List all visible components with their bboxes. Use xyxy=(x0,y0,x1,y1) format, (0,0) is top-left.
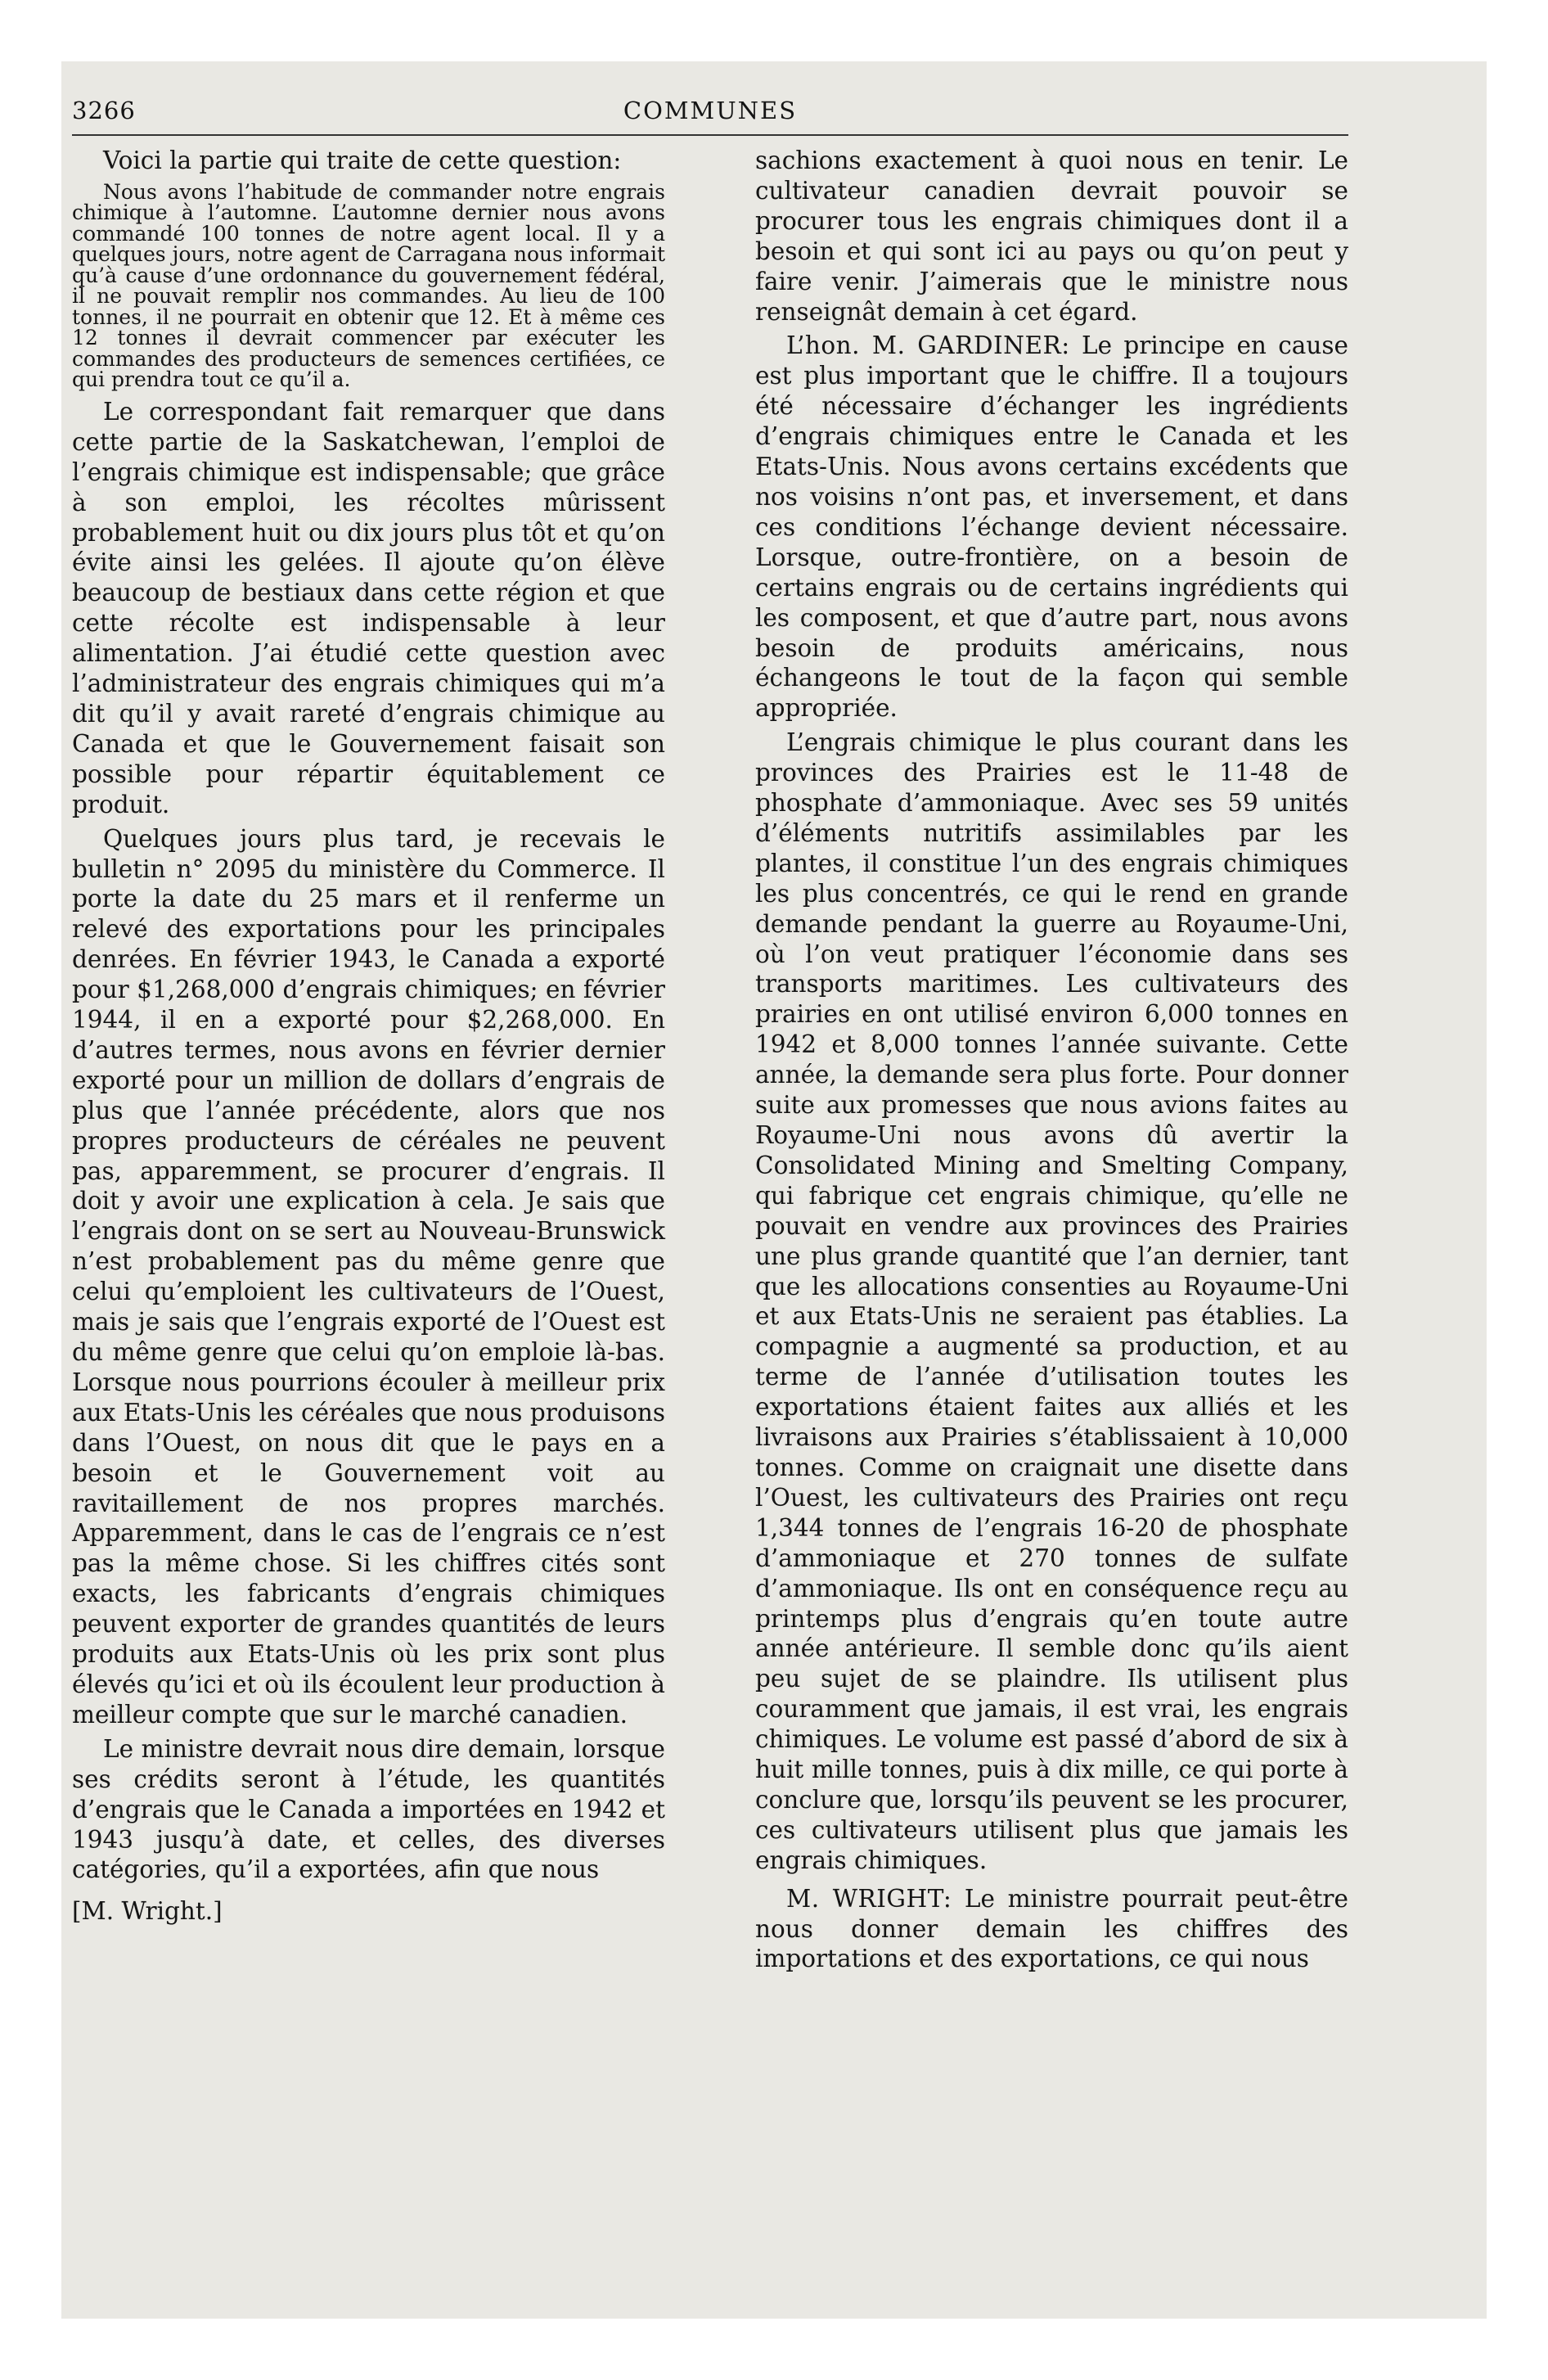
page-number: 3266 xyxy=(72,97,136,124)
speech-text: Le ministre pourrait peut-être nous donner demain les chiffres des importations et des exportations, ce qui nous xyxy=(755,1884,1348,1973)
header-rule xyxy=(72,134,1348,136)
right-column xyxy=(755,146,1348,1978)
page-header xyxy=(72,97,1348,133)
paragraph: Le correspondant fait remarquer que dans cette partie de la Saskatchewan, l’emploi de l’engrais chimique est indispensable; que grâce à son emploi, les récoltes mûrissent probablement huit ou dix jours plus tôt et qu’on évite ainsi les gelées. Il ajoute qu’on élève beaucoup de bestiaux dans cette région et que cette récolte est indispensable à leur alimentation. J’ai étudié cette question avec l’administrateur des engrais chimiques qui m’a dit qu’il y avait rareté d’engrais chimique au Canada et que le Gouvernement faisait son possible pour répartir équitablement ce produit. xyxy=(72,397,665,818)
speaker-name: L’hon. M. GARDINER: xyxy=(786,331,1070,360)
quoted-letter: Nous avons l’habitude de commander notre engrais chimique à l’automne. L’automne dernier nous avons commandé 100 tonnes de notre agent local. Il y a quelques jours, notre agent de Carragana nous informait qu’à cause d’une ordonnance du gouvernement fédéral, il ne pouvait remplir nos commandes. Au lieu de 100 tonnes, il ne pourrait en obtenir que 12. Et à même ces 12 tonnes il devrait commencer par exécuter les commandes des producteurs de semences certifiées, ce qui prendra tout ce qu’il a. xyxy=(72,179,665,392)
running-title: COMMUNES xyxy=(623,97,798,124)
paragraph: L’engrais chimique le plus courant dans les provinces des Prairies est le 11-48 de phosphate d’ammoniaque. Avec ses 59 unités d’éléments nutritifs assimilables par les plantes, il constitue l’un des engrais chimiques les plus concentrés, ce qui le rend en grande demande pendant la guerre au Royaume-Uni, où l’on veut pratiquer l’économie dans ses transports maritimes. Les cultivateurs des prairies en ont utilisé environ 6,000 tonnes en 1942 et 8,000 tonnes l’année suivante. Cette année, la demande sera plus forte. Pour donner suite aux promesses que nous avions faites au Royaume-Uni nous avons dû avertir la Consolidated Mining and Smelting Company, qui fabrique cet engrais chimique, qu’elle ne pouvait en vendre aux provinces des Prairies une plus grande quantité que l’an dernier, tant que les allocations consenties au Royaume-Uni et aux Etats-Unis ne seraient pas établies. La compagnie a augmenté sa production, et au terme de l’année d’utilisation toutes les exportations étaient faites aux alliés et les livraisons aux Prairies s’établissaient à 10,000 tonnes. Comme on craignait une disette dans l’Ouest, les cultivateurs des Prairies ont reçu 1,344 tonnes de l’engrais 16-20 de phosphate d’ammoniaque et 270 tonnes de sulfate d’ammoniaque. Ils ont en conséquence reçu au printemps plus d’engrais qu’en toute autre année antérieure. Il semble donc qu’ils aient peu sujet de se plaindre. Ils utilisent plus couramment que jamais, il est vrai, les engrais chimiques. Le volume est passé d’abord de six à huit mille tonnes, puis à dix mille, ce qui porte à conclure que, lorsqu’ils peuvent se les procurer, ces cultivateurs utilisent plus que jamais les engrais chimiques. xyxy=(755,728,1348,1874)
gardiner-paragraph xyxy=(755,331,1348,723)
left-column xyxy=(72,146,665,1927)
speaker-name: M. WRIGHT: xyxy=(786,1884,952,1913)
speaker-signature: [M. Wright.] xyxy=(72,1897,223,1926)
wright-paragraph xyxy=(755,1884,1348,1975)
paragraph: Quelques jours plus tard, je recevais le bulletin n° 2095 du ministère du Commerce. Il porte la date du 25 mars et il renferme un relevé des exportations pour les principales denrées. En février 1943, le Canada a exporté pour $1,268,000 d’engrais chimiques; en février 1944, il en a exporté pour $2,268,000. En d’autres termes, nous avons en février dernier exporté pour un million de dollars d’engrais de plus que l’année précédente, alors que nos propres producteurs de céréales ne peuvent pas, apparemment, se procurer d’engrais. Il doit y avoir une explication à cela. Je sais que l’engrais dont on se sert au Nouveau-Brunswick n’est probablement pas du même genre que celui qu’emploient les cultivateurs de l’Ouest, mais je sais que l’engrais exporté de l’Ouest est du même genre que celui qu’on emploie là-bas. Lorsque nous pourrions écouler à meilleur prix aux Etats-Unis les céréales que nous produisons dans l’Ouest, on nous dit que le pays en a besoin et le Gouvernement voit au ravitaillement de nos propres marchés. Apparemment, dans le cas de l’engrais ce n’est pas la même chose. Si les chiffres cités sont exacts, les fabricants d’engrais chimiques peuvent exporter de grandes quantités de leurs produits aux Etats-Unis où les prix sont plus élevés qu’ici et où ils écoulent leur production à meilleur compte que sur le marché canadien. xyxy=(72,824,665,1729)
speech-text: Le principe en cause est plus important que le chiffre. Il a toujours été nécessaire d’échanger les ingrédients d’engrais chimiques entre le Canada et les Etats-Unis. Nous avons certains excédents que nos voisins n’ont pas, et inversement, et dans ces conditions l’échange devient nécessaire. Lorsque, outre-frontière, on a besoin de certains engrais ou de certains ingrédients qui les composent, et que d’autre part, nous avons besoin de produits américains, nous échangeons le tout de la façon qui semble appropriée. xyxy=(755,331,1348,723)
continued-paragraph: sachions exactement à quoi nous en tenir. Le cultivateur canadien devrait pouvoir se procurer tous les engrais chimiques dont il a besoin et qui sont ici au pays ou qu’on peut y faire venir. J’aimerais que le ministre nous renseignât demain à cet égard. xyxy=(755,146,1348,326)
intro-line: Voici la partie qui traite de cette question: xyxy=(103,146,622,174)
paragraph: Le ministre devrait nous dire demain, lorsque ses crédits seront à l’étude, les quantités d’engrais que le Canada a importées en 1942 et 1943 jusqu’à date, et celles, des diverses catégories, qu’il a exportées, afin que nous xyxy=(72,1734,665,1884)
